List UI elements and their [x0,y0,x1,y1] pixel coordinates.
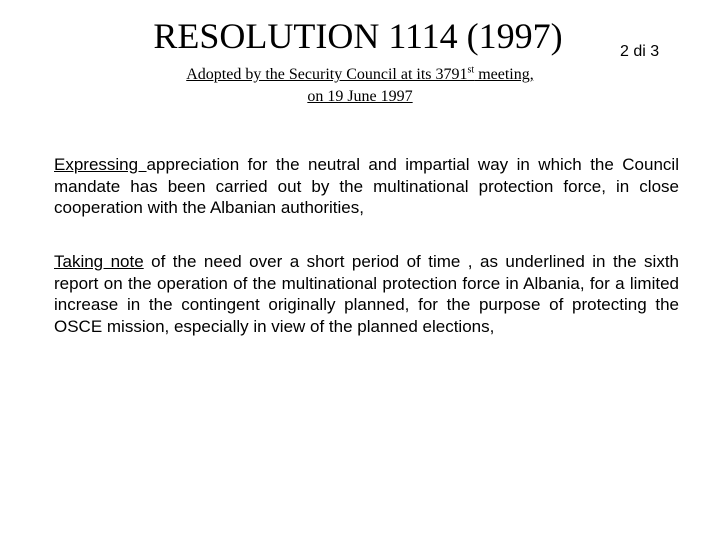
subtitle-line-1-text: Adopted by the Security Council at its 3791 [186,66,468,83]
adoption-subtitle [140,64,580,108]
page-indicator: 2 di 3 [620,43,660,60]
paragraph-expressing [54,154,679,219]
paragraph-lead: Taking note [54,252,144,271]
paragraph-body: appreciation for the neutral and impartial way in which the Council mandate has been carried out by the multinational protection force, in close cooperation with the Albanian authorities, [54,155,679,217]
paragraph-lead: Expressing [54,155,147,174]
subtitle-line-1-end: meeting, [474,66,534,83]
paragraph-body: of the need over a short period of time , as underlined in the sixth report on the operation of the multinational protection force in Albania, for a limited increase in the contingent originally planned, for the purpose of protecting the OSCE mission, especially in view of the planned elections, [54,252,679,336]
page-title: RESOLUTION 1114 (1997) [153,16,563,56]
paragraph-taking-note [54,251,679,337]
subtitle-line-1 [140,64,580,86]
subtitle-line-2: on 19 June 1997 [307,88,413,105]
ordinal-suffix: st [467,64,475,76]
